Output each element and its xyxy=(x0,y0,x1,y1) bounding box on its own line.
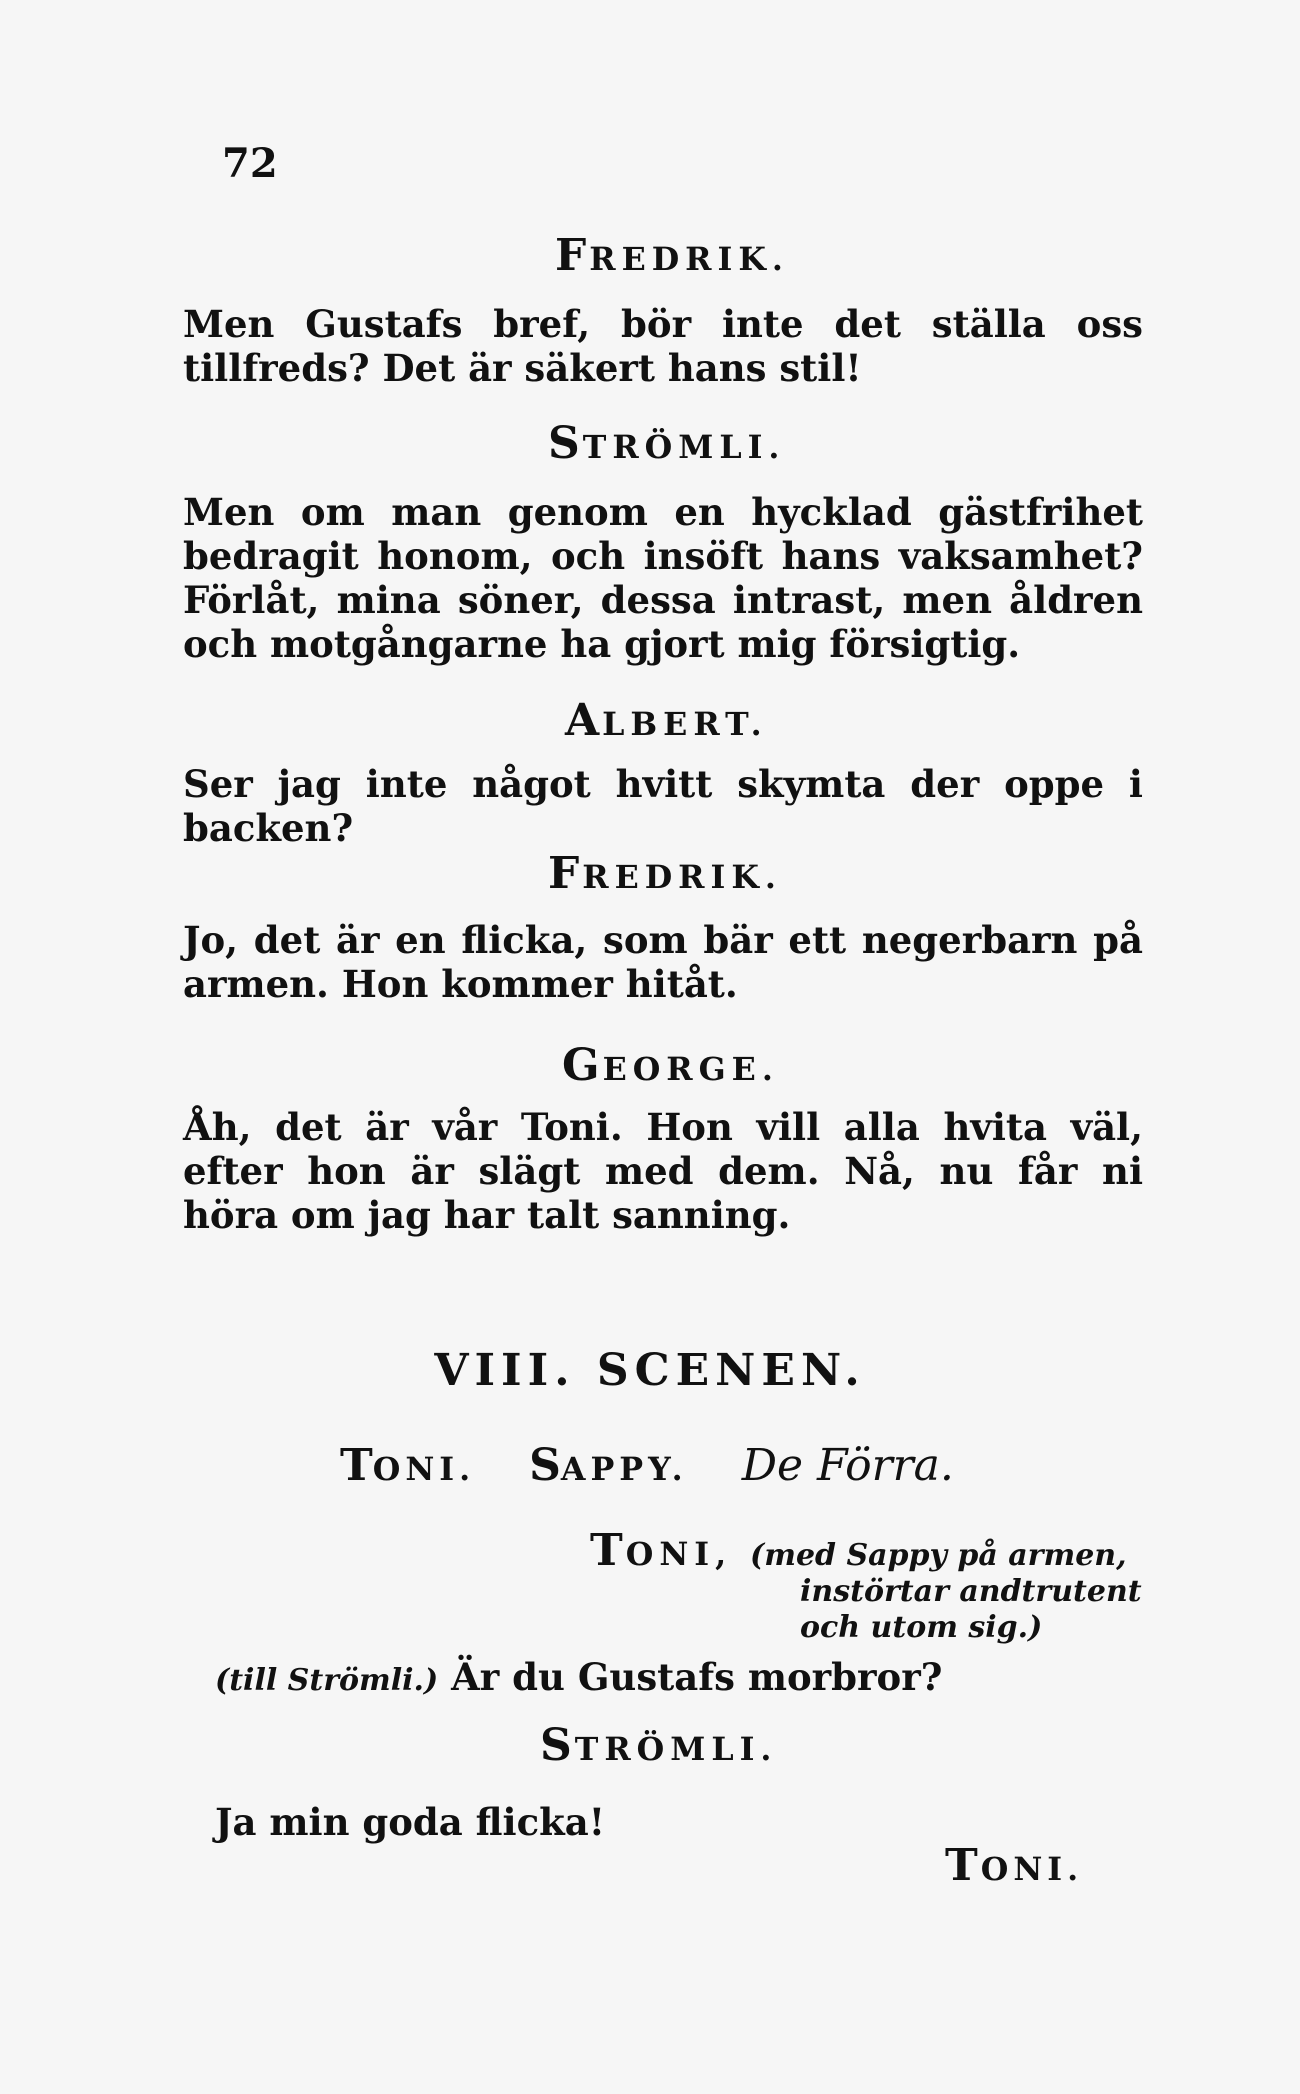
speaker-initial: S xyxy=(548,418,583,469)
stage-direction xyxy=(750,1538,1170,1646)
cast-list xyxy=(340,1440,1040,1491)
speech-stromli-2: Ja min goda flicka! xyxy=(215,1800,605,1844)
speech-fredrik-1: Men Gustafs bref, bör inte det ställa oss tillfreds? Det är säkert hans stil! xyxy=(183,302,1143,390)
speaker-initial: A xyxy=(565,695,603,746)
aside: (till Strömli.) xyxy=(215,1663,439,1698)
speaker-george xyxy=(562,1040,779,1091)
speech-stromli-1: Men om man genom en hycklad gästfrihet bedragit honom, och insöft hans vaksamhet? Förlåt, mina söner, dessa intrast, men åldren och motgångarne ha gjort mig försigtig. xyxy=(183,490,1143,666)
question-text: Är du Gustafs morbror? xyxy=(451,1655,943,1699)
speaker-initial: F xyxy=(555,230,590,281)
speaker-rest: REDRIK. xyxy=(589,241,789,278)
speaker-initial: F xyxy=(548,848,583,899)
speaker-initial: G xyxy=(562,1040,603,1091)
speaker-stromli-1 xyxy=(548,418,785,469)
speaker-fredrik-1 xyxy=(555,230,789,281)
stage-direction-line: och utom sig.) xyxy=(800,1610,1043,1645)
speaker-stromli-2: STRÖMLI. xyxy=(540,1720,778,1771)
stage-direction-line: instörtar andtrutent xyxy=(800,1574,1142,1609)
cast-de-forra: De Förra. xyxy=(741,1440,954,1491)
toni-question xyxy=(215,1655,942,1699)
cast-toni: TONI. xyxy=(340,1440,476,1491)
speaker-fredrik-2 xyxy=(548,848,782,899)
speaker-rest: LBERT. xyxy=(602,706,768,743)
scene-heading: VIII. SCENEN. xyxy=(434,1345,866,1396)
speaker-rest: EORGE. xyxy=(602,1051,779,1088)
cast-sappy: SAPPY. xyxy=(529,1440,688,1491)
catchword: TONI. xyxy=(945,1840,1084,1891)
speaker-toni: TONI, xyxy=(590,1525,733,1576)
page-number: 72 xyxy=(222,140,278,187)
speech-fredrik-2: Jo, det är en flicka, som bär ett negerbarn på armen. Hon kommer hitåt. xyxy=(183,918,1143,1006)
speech-albert: Ser jag inte något hvitt skymta der oppe i backen? xyxy=(183,762,1143,850)
speaker-rest: TRÖMLI. xyxy=(582,429,786,466)
speech-george: Åh, det är vår Toni. Hon vill alla hvita väl, efter hon är slägt med dem. Nå, nu får ni höra om jag har talt sanning. xyxy=(183,1105,1143,1237)
speaker-rest: REDRIK. xyxy=(582,859,782,896)
stage-direction-line: (med Sappy på armen, xyxy=(750,1538,1127,1573)
speaker-albert xyxy=(565,695,768,746)
